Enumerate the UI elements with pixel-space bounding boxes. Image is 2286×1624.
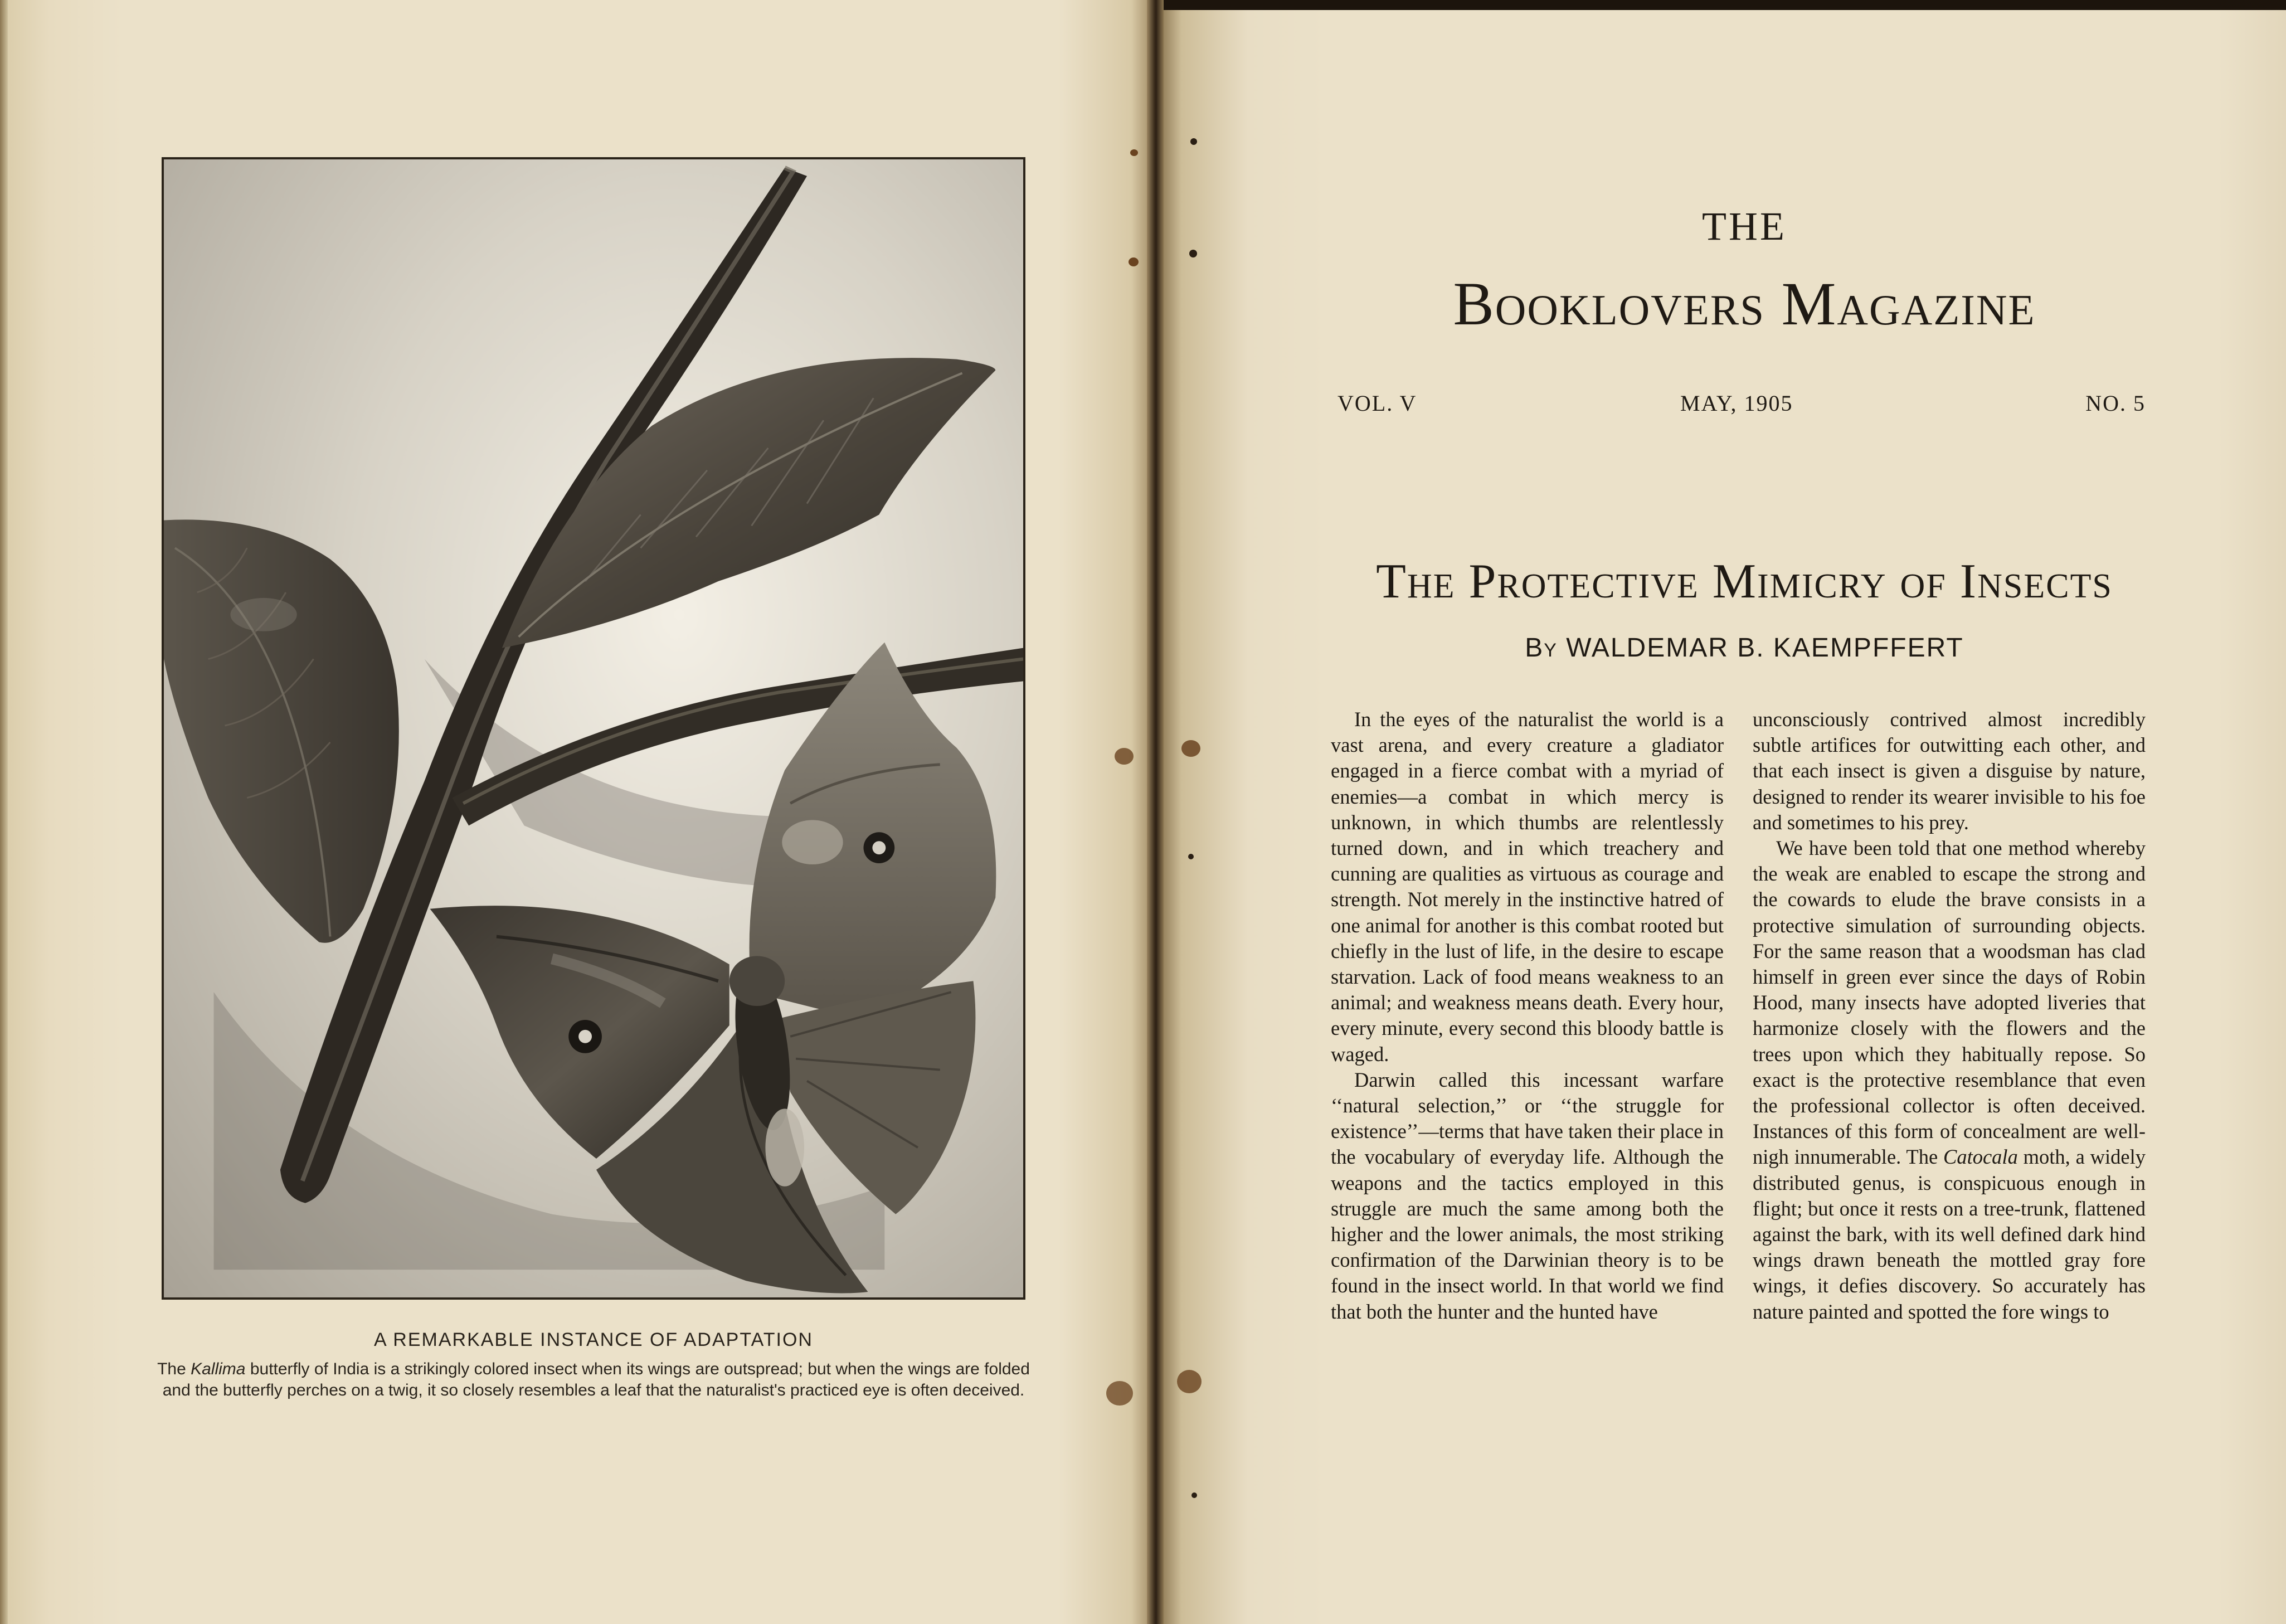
paragraph-text: moth, a widely distributed genus, is conspicuous enough in flight; but once it rests on a tree-trunk, flattened against the bark, with its well defined dark hind wings drawn beneath the mottled gray fore wings, it defies discovery. So accurately has nature painted and spotted the fore wings to	[1753, 1145, 2146, 1323]
magazine-title: Booklovers Magazine	[1453, 270, 2036, 338]
plate-caption-title: A REMARKABLE INSTANCE OF ADAPTATION	[374, 1329, 813, 1350]
top-shadow-band	[1159, 0, 2286, 10]
binding-hole	[1190, 138, 1197, 145]
foxing-spot	[1106, 1381, 1133, 1406]
plate-caption-text	[145, 1359, 1042, 1401]
caption-text-after: butterfly of India is a strikingly colored insect when its wings are outspread; but when the wings are folded and the butterfly perches on a twig, it so closely resembles a leaf that the naturalist's practiced eye is often deceived.	[162, 1360, 1030, 1399]
foxing-spot	[1177, 1370, 1202, 1393]
binding-hole	[1188, 854, 1194, 859]
plate-caption	[145, 1329, 1042, 1401]
paragraph-text: We have been told that one method whereby the weak are enabled to escape the strong and the cowards to elude the brave consists in a protective simulation of surrounding objects. For the same reason that a woodsman has clad himself in green ever since the days of Robin Hood, many insects have adopted liveries that harmonize closely with the flowers and the trees upon which they habitually repose. So exact is the protective resemblance that even the professional collector is often deceived. Instances of this form of concealment are well-nigh innumerable. The	[1753, 837, 2146, 1169]
article-column-2	[1753, 707, 2146, 1325]
foxing-spot	[1130, 149, 1138, 156]
book-gutter	[1147, 0, 1164, 1624]
article-paragraph: unconsciously contrived almost incredibly subtle artifices for outwitting each other, and that each insect is given a disguise by nature, designed to render its wearer invisible to his foe and sometimes to his prey.	[1753, 708, 2146, 834]
left-page-edge	[0, 0, 8, 1624]
article-byline: By WALDEMAR B. KAEMPFFERT	[1525, 633, 1964, 663]
binding-hole	[1191, 1492, 1197, 1498]
issue-info-row	[1337, 390, 2146, 424]
caption-genus-name: Kallima	[191, 1360, 246, 1378]
caption-text-before: The	[157, 1360, 191, 1378]
issue-date: MAY, 1905	[1680, 391, 1793, 416]
article-title: The Protective Mimicry of Insects	[1376, 555, 2113, 609]
binding-hole	[1189, 250, 1197, 257]
article-column-1	[1331, 707, 1724, 1325]
article-paragraph: Darwin called this incessant warfare ‘‘natural selection,’’ or ‘‘the struggle for existence’’—terms that have taken their place in the vocabulary of everyday life. Although the weapons and the tactics employed in this struggle are much the same among both the higher and the lower animals, the most striking confirmation of the Darwinian theory is to be found in the insect world. In that world we find that both the hunter and the hunted have	[1331, 1068, 1724, 1323]
volume-number: VOL. V	[1337, 391, 1417, 416]
issue-number: NO. 5	[2085, 391, 2146, 416]
genus-name: Catocala	[1943, 1145, 2018, 1169]
foxing-spot	[1181, 740, 1200, 757]
article-paragraph: In the eyes of the naturalist the world is a vast arena, and every creature a gladiator engaged in a fierce combat with a myriad of enemies—a combat in which mercy is unknown, in which thumbs are relentlessly turned down, and in which treachery and cunning are qualities as virtuous as courage and strength. Not merely in the instinctive hatred of one animal for another is this combat rooted but chiefly in the lust of life, in the desire to escape starvation. Lack of food means weakness to an animal; and weakness means death. Every hour, every minute, every second this bloody battle is waged.	[1331, 708, 1724, 1066]
butterfly-illustration	[164, 159, 1023, 1297]
masthead-the: THE	[1702, 204, 1787, 249]
article-paragraph	[1753, 835, 2146, 1325]
foxing-spot	[1115, 748, 1134, 765]
foxing-spot	[1129, 257, 1139, 266]
kallima-butterfly-photo	[162, 157, 1025, 1300]
